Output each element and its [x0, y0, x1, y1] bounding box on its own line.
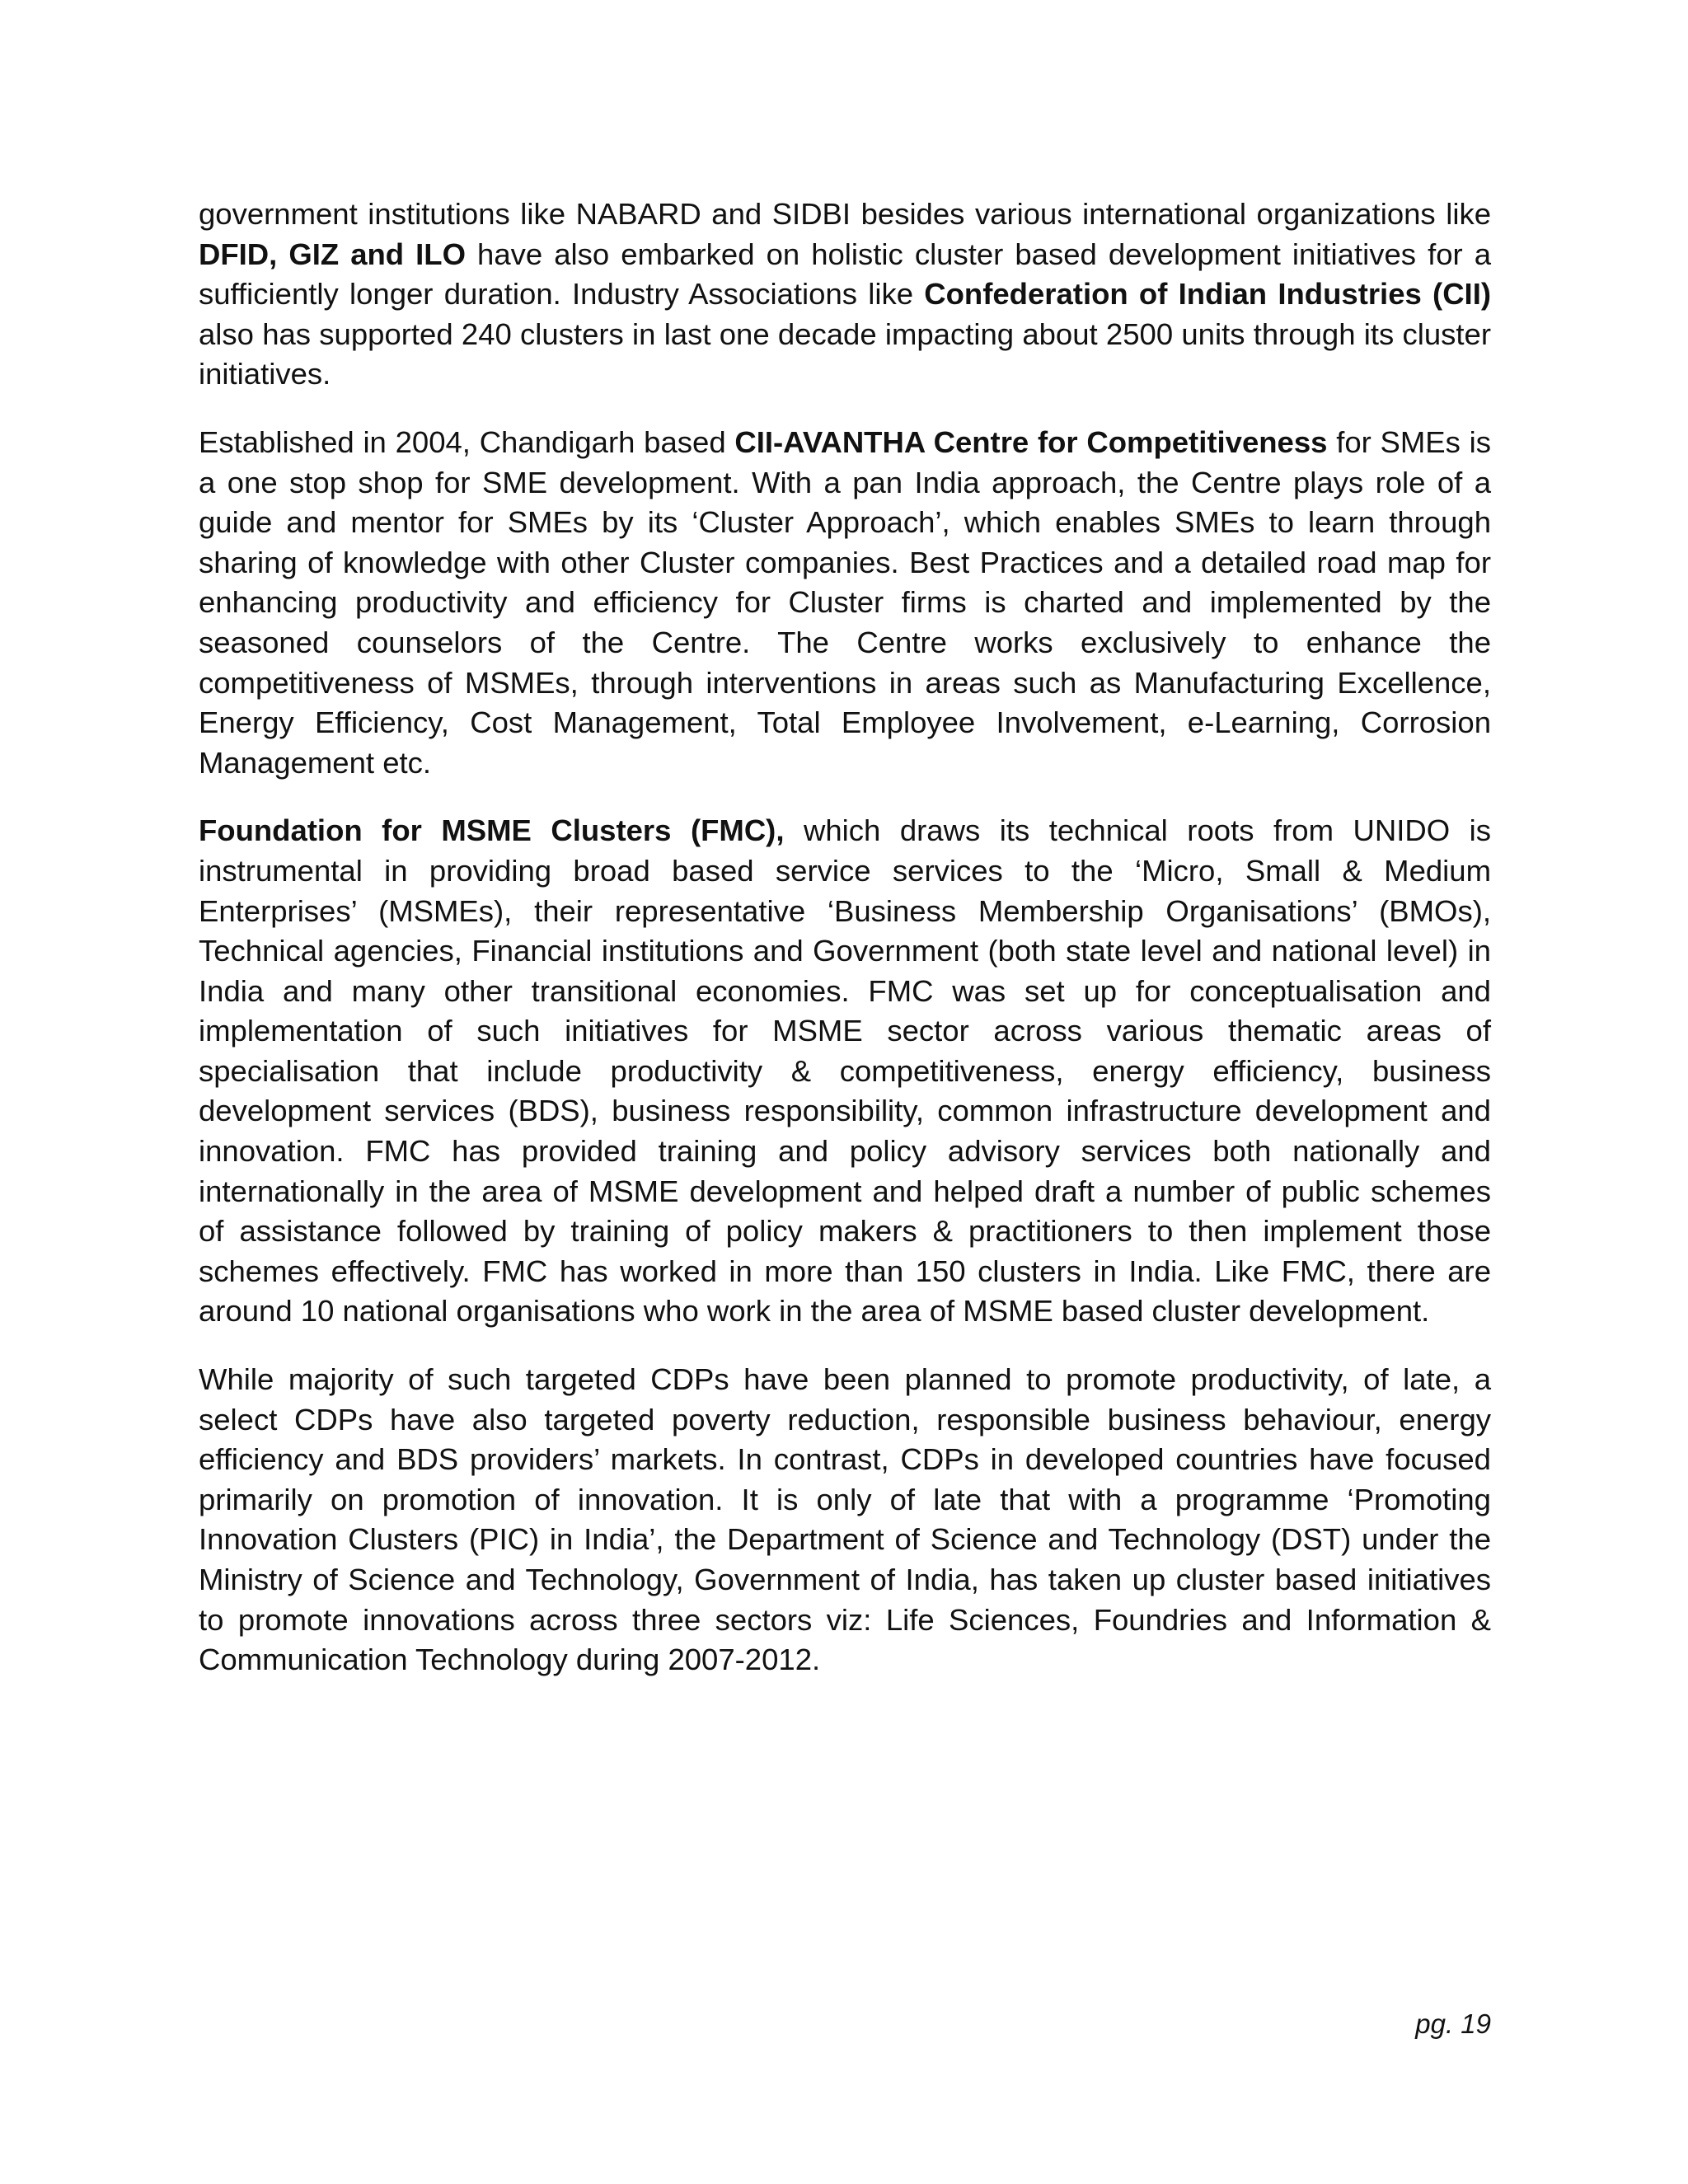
paragraph-cluster-initiatives: [199, 194, 1491, 395]
text-run: which draws its technical roots from UNIDO is instrumental in providing broad based service services to the ‘Micro, Small & Medium Enterprises’ (MSMEs), their representative ‘Business Membership Organisations’ (BMOs), Technical agencies, Financial institutions and Government (both state level and national level) in India and many other transitional economies. FMC was set up for conceptualisation and implementation of such initiatives for MSME sector across various thematic areas of specialisation that include productivity & competitiveness, energy efficiency, business development services (BDS), business responsibility, common infrastructure development and innovation. FMC has provided training and policy advisory services both nationally and internationally in the area of MSME development and helped draft a number of public schemes of assistance followed by training of policy makers & practitioners to then implement those schemes effectively. FMC has worked in more than 150 clusters in India. Like FMC, there are around 10 national organisations who work in the area of MSME based cluster development.: [199, 813, 1491, 1329]
text-run: Established in 2004, Chandigarh based: [199, 424, 735, 459]
text-run: also has supported 240 clusters in last one decade impacting about 2500 units through its cluster initiatives.: [199, 316, 1491, 391]
bold-run: Confederation of Indian Industries (CII): [924, 277, 1491, 312]
text-run: government institutions like NABARD and SIDBI besides various international organizations like: [199, 197, 1491, 231]
bold-run: DFID, GIZ and ILO: [199, 237, 466, 271]
paragraph-cdps: [199, 1360, 1491, 1680]
page-number: pg. 19: [1415, 2008, 1491, 2039]
paragraph-cii-avantha: [199, 423, 1491, 783]
text-run: for SMEs is a one stop shop for SME development. With a pan India approach, the Centre plays role of a guide and mentor for SMEs by its ‘Cluster Approach’, which enables SMEs to learn through sharing of knowledge with other Cluster companies. Best Practices and a detailed road map for enhancing productivity and efficiency for Cluster firms is charted and implemented by the seasoned counselors of the Centre. The Centre works exclusively to enhance the competitiveness of MSMEs, through interventions in areas such as Manufacturing Excellence, Energy Efficiency, Cost Management, Total Employee Involvement, e-Learning, Corrosion Management etc.: [199, 424, 1491, 780]
bold-run: CII-AVANTHA Centre for Competitiveness: [734, 424, 1328, 459]
paragraph-fmc: [199, 811, 1491, 1332]
bold-run: Foundation for MSME Clusters (FMC),: [199, 813, 785, 848]
text-run: have also embarked on holistic cluster based development initiatives for a sufficiently longer duration. Industry Associations like: [199, 237, 1491, 312]
body-text: [199, 194, 1491, 1708]
text-run: While majority of such targeted CDPs have been planned to promote productivity, of late, a select CDPs have also targeted poverty reduction, responsible business behaviour, energy efficiency and BDS providers’ markets. In contrast, CDPs in developed countries have focused primarily on promotion of innovation. It is only of late that with a programme ‘Promoting Innovation Clusters (PIC) in India’, the Department of Science and Technology (DST) under the Ministry of Science and Technology, Government of India, has taken up cluster based initiatives to promote innovations across three sectors viz: Life Sciences, Foundries and Information & Communication Technology during 2007-2012.: [199, 1362, 1491, 1677]
